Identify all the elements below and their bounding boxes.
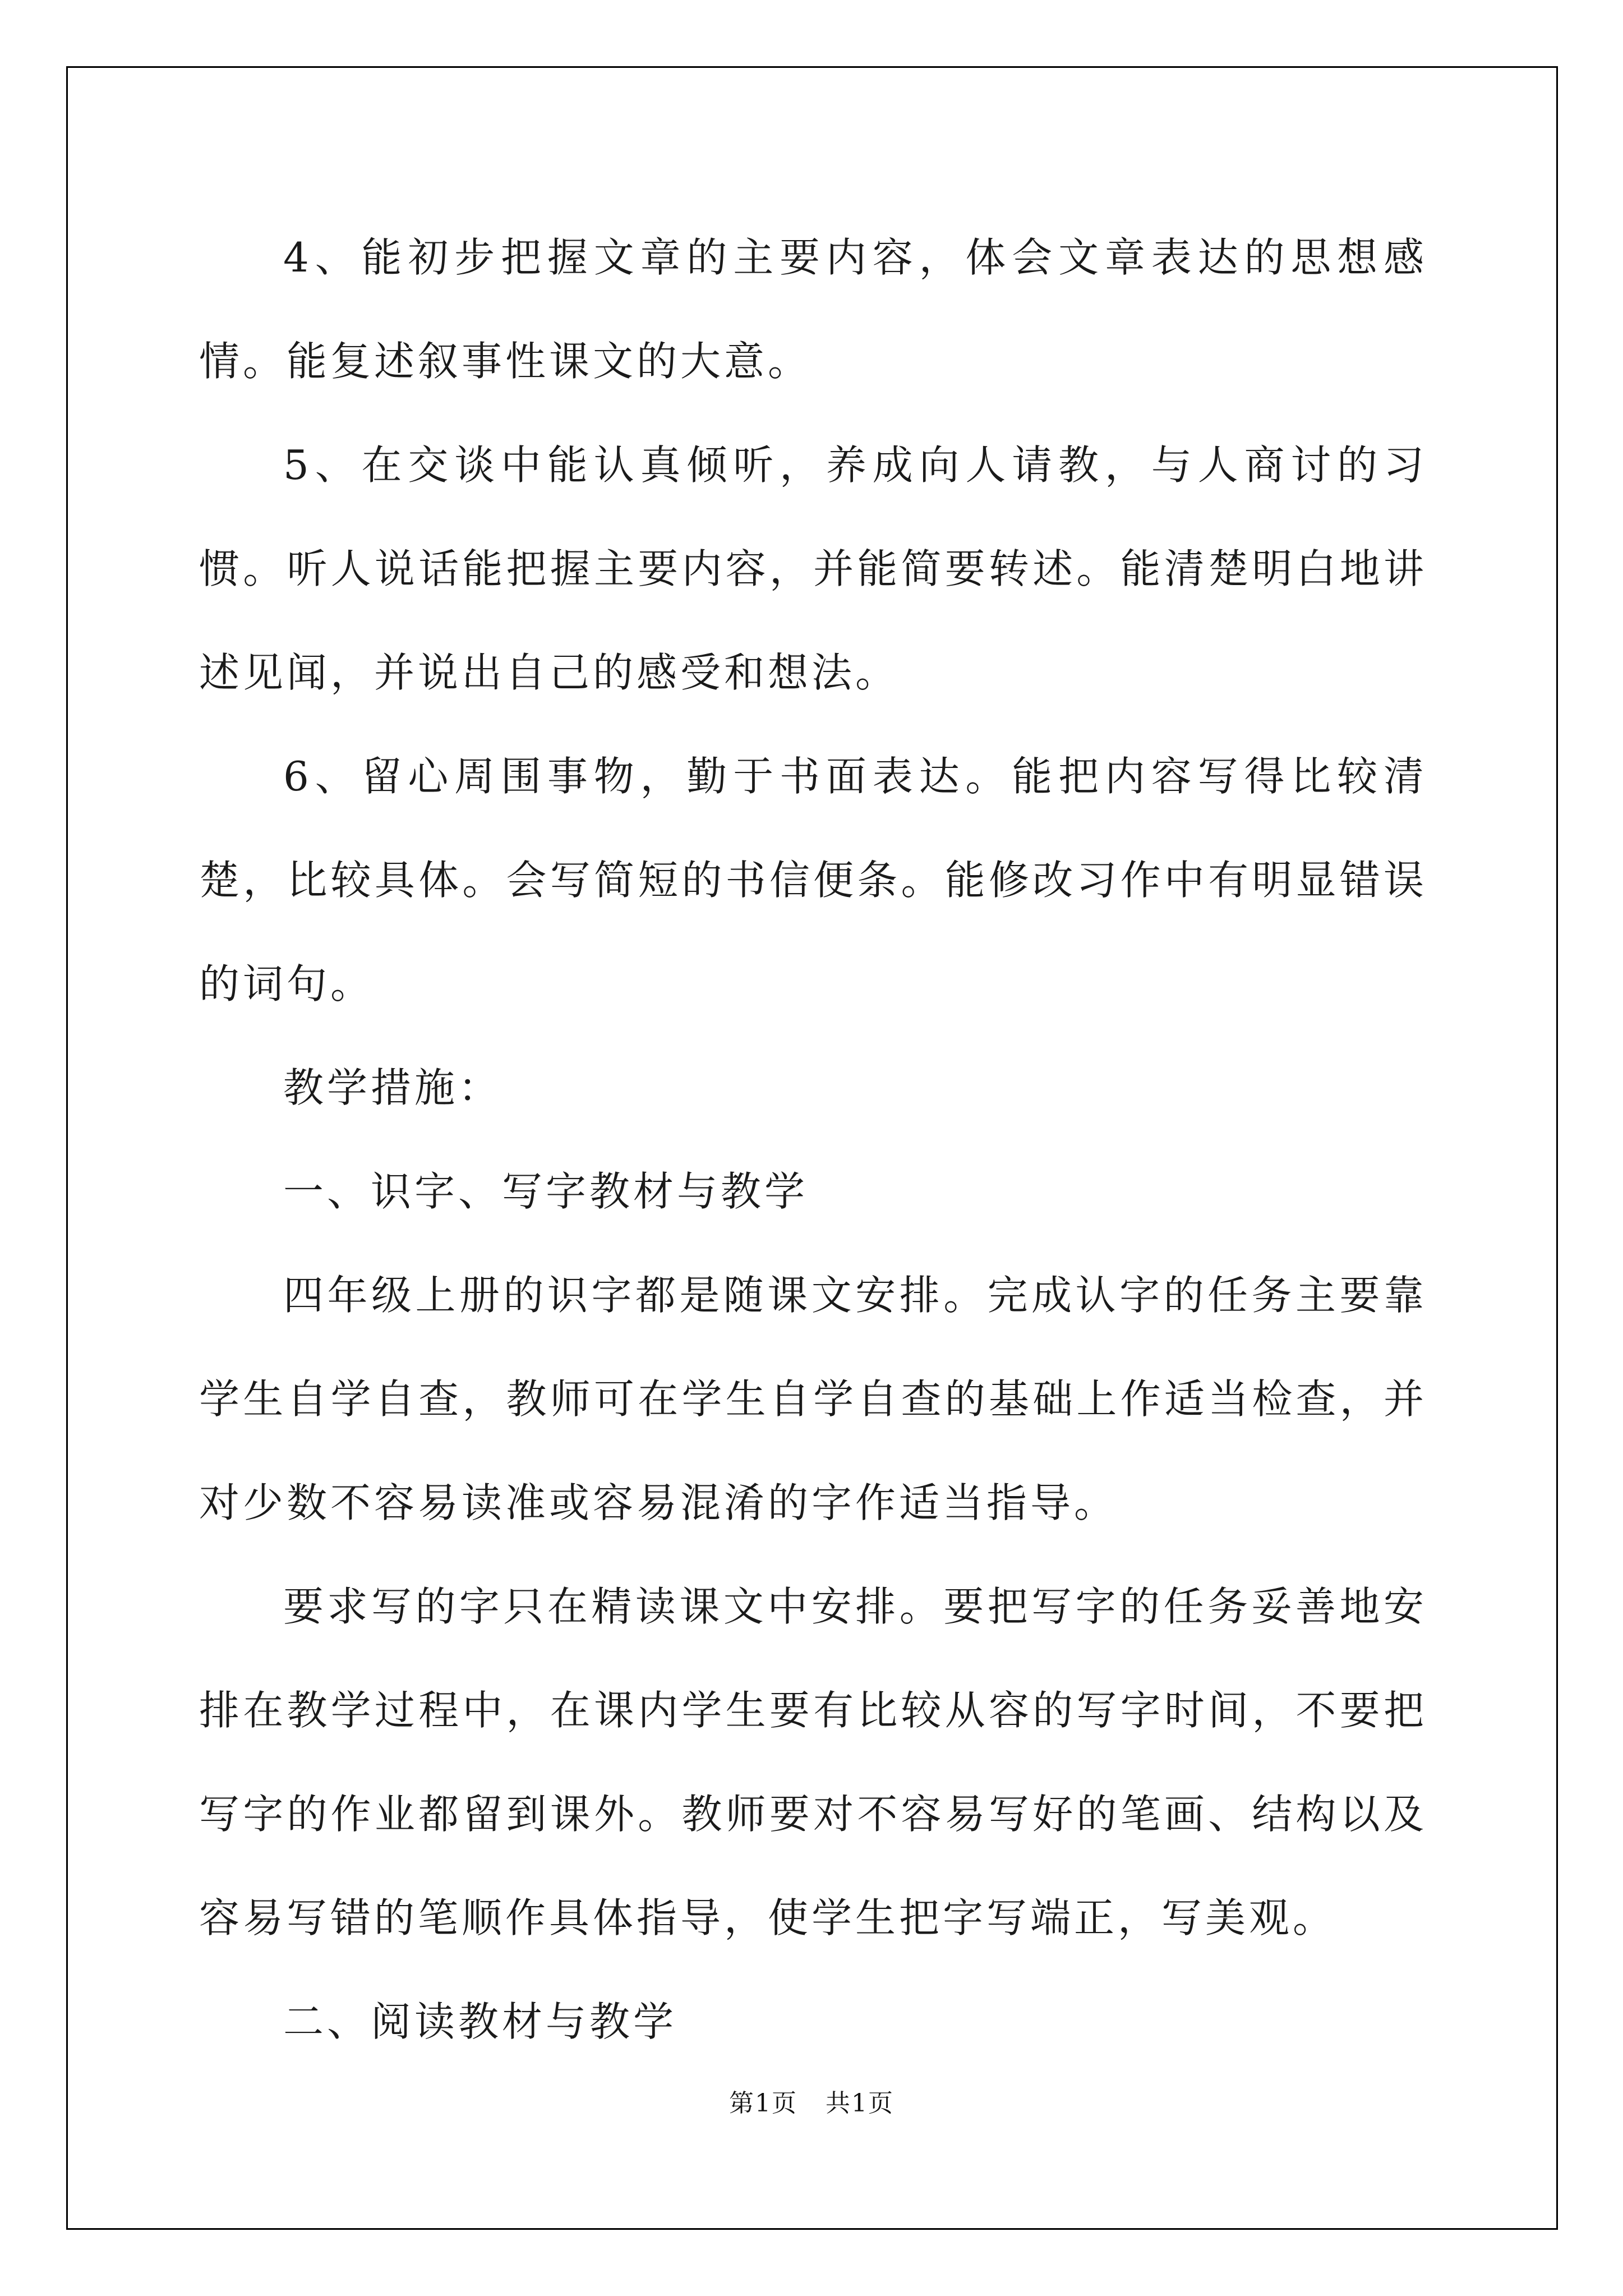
paragraph-goal-4: 4、能初步把握文章的主要内容，体会文章表达的思想感情。能复述叙事性课文的大意。: [199, 234, 1427, 385]
paragraph-literacy-recognition: 四年级上册的识字都是随课文安排。完成认字的任务主要靠学生自学自查，教师可在学生自学自查的基础上作适当检查，并对少数不容易读准或容易混淆的字作适当指导。: [199, 1272, 1427, 1526]
paragraph-goal-6: 6、留心周围事物，勤于书面表达。能把内容写得比较清楚，比较具体。会写简短的书信便条。能修改习作中有明显错误的词句。: [199, 753, 1427, 1007]
heading-section-reading: 二、阅读教材与教学: [283, 1998, 677, 2045]
paragraph-literacy-writing: 要求写的字只在精读课文中安排。要把写字的任务妥善地安排在教学过程中，在课内学生要有比较从容的写字时间，不要把写字的作业都留到课外。教师要对不容易写好的笔画、结构以及容易写错的笔顺作具体指导，使学生把字写端正，写美观。: [199, 1583, 1427, 1941]
paragraph-goal-5: 5、在交谈中能认真倾听，养成向人请教，与人商讨的习惯。听人说话能把握主要内容，并能简要转述。能清楚明白地讲述见闻，并说出自己的感受和想法。: [199, 441, 1427, 696]
page-number: 第1页: [729, 2089, 797, 2118]
heading-teaching-measures: 教学措施：: [283, 1064, 502, 1111]
page-total: 共1页: [826, 2089, 894, 2118]
document-body: [199, 206, 1427, 2074]
page-footer: [0, 2087, 1623, 2120]
heading-section-literacy: 一、识字、写字教材与教学: [283, 1168, 809, 1215]
